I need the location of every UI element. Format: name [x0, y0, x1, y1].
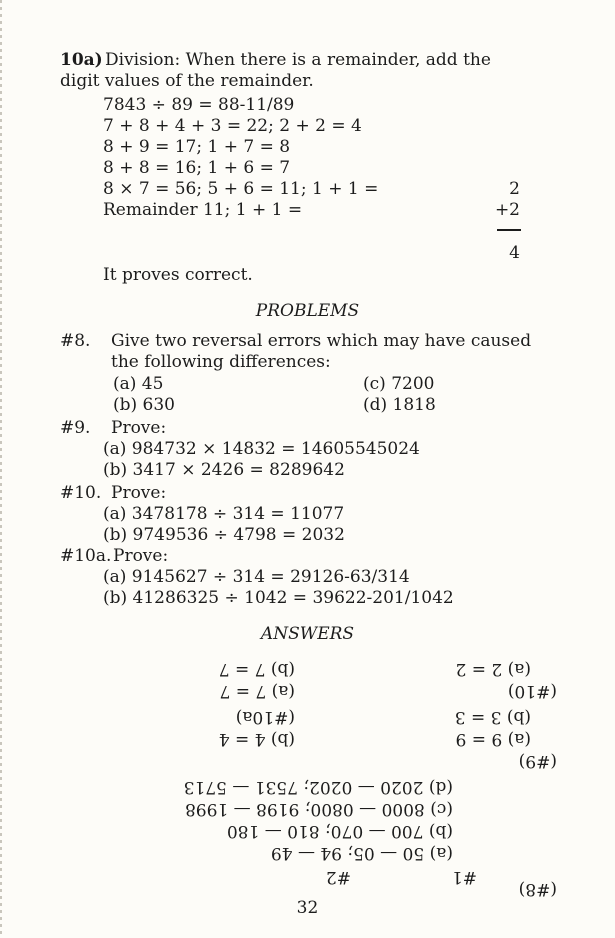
answer-line: (b) 3 = 3 [454, 707, 531, 727]
example-line: 8 + 9 = 17; 1 + 7 = 8 [103, 137, 291, 157]
problem-number: #8. [60, 331, 91, 351]
answer-label: (#9) [518, 751, 557, 771]
answer-line: (c) 8000 — 0800; 9198 — 1998 [185, 799, 453, 819]
right-value: 2 [509, 179, 520, 199]
answer-line: (b) 7 = 7 [218, 659, 295, 679]
example-line: 7 + 8 + 4 + 3 = 22; 2 + 2 = 4 [103, 116, 362, 136]
problem-item: (b) 3417 × 2426 = 8289642 [103, 460, 345, 480]
right-total: 4 [509, 243, 520, 263]
problem-item: (a) 45 [113, 374, 164, 394]
problem-text: Prove: [111, 418, 167, 438]
problem-number: #10a. [60, 546, 112, 566]
answer-column-label: #2 [325, 867, 351, 887]
problem-item: (b) 630 [113, 395, 175, 415]
answers-title: ANSWERS [260, 624, 355, 644]
problem-text: Prove: [111, 483, 167, 503]
intro-text-line2: digit values of the remainder. [60, 71, 314, 91]
answer-line: (d) 2020 — 0202; 7531 — 5713 [183, 777, 453, 797]
example-line: 7843 ÷ 89 = 88-11/89 [103, 95, 295, 115]
answer-label: (#10) [507, 681, 557, 701]
problem-item: (a) 9145627 ÷ 314 = 29126-63/314 [103, 567, 410, 587]
sum-rule [497, 229, 521, 231]
inverted-answer-key [0, 640, 615, 900]
answer-line: (b) 700 — 070; 810 — 180 [226, 821, 453, 841]
answer-label: (#8) [518, 879, 557, 899]
answer-line: (a) 2 = 2 [455, 659, 531, 679]
example-line: 8 × 7 = 56; 5 + 6 = 11; 1 + 1 = [103, 179, 379, 199]
problem-text: Give two reversal errors which may have caused [111, 331, 532, 351]
problem-item: (b) 41286325 ÷ 1042 = 39622-201/1042 [103, 588, 454, 608]
conclusion: It proves correct. [103, 265, 253, 285]
example-line: 8 + 8 = 16; 1 + 6 = 7 [103, 158, 291, 178]
right-addend: +2 [494, 200, 520, 220]
problem-text: Prove: [113, 546, 169, 566]
answer-line: (b) 4 = 4 [218, 729, 295, 749]
example-line: Remainder 11; 1 + 1 = [103, 200, 303, 220]
problem-item: (d) 1818 [363, 395, 436, 415]
answer-line: (a) 7 = 7 [219, 681, 295, 701]
section-heading: 10a) [60, 50, 103, 70]
page-number: 32 [296, 898, 319, 918]
answer-label: (#10a) [235, 707, 295, 727]
intro-text-line1: Division: When there is a remainder, add the [105, 50, 491, 70]
problem-item: (c) 7200 [363, 374, 435, 394]
problem-item: (b) 9749536 ÷ 4798 = 2032 [103, 525, 345, 545]
answer-line: (a) 50 — 05; 94 — 49 [270, 843, 453, 863]
problem-number: #10. [60, 483, 102, 503]
problem-text: the following differences: [111, 352, 331, 372]
answer-column-label: #1 [451, 867, 477, 887]
problem-item: (a) 984732 × 14832 = 14605545024 [103, 439, 420, 459]
problem-item: (a) 3478178 ÷ 314 = 11077 [103, 504, 345, 524]
answer-line: (a) 9 = 9 [455, 729, 531, 749]
problems-title: PROBLEMS [255, 301, 360, 321]
problem-number: #9. [60, 418, 91, 438]
